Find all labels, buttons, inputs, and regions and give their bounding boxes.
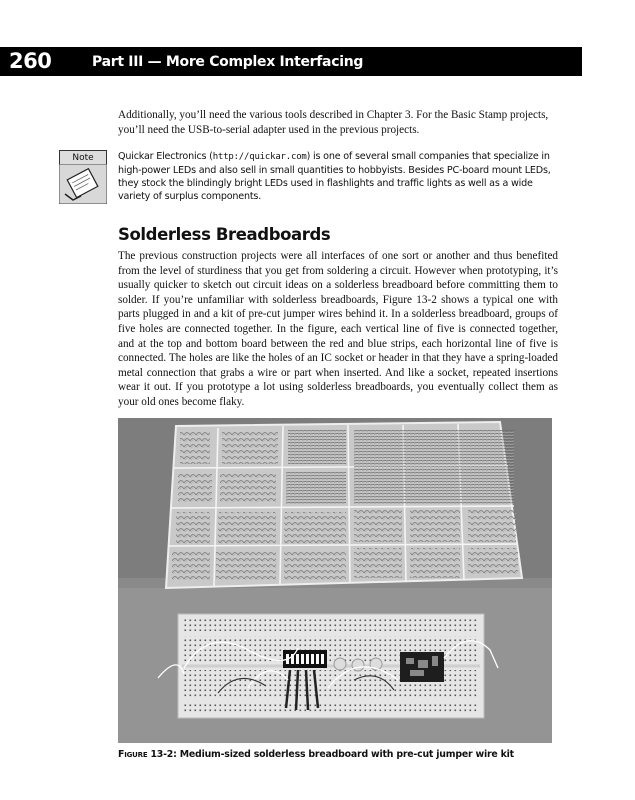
figure-caption [118, 749, 514, 761]
part-title: Part III — More Complex Interfacing [92, 54, 364, 70]
note-paragraph [118, 150, 558, 203]
note-text-after: ) is one of several small companies that specialize in high-power LEDs and also sell in small quantities to hobbyists. Besides PC-board mount LEDs, they stock the blindingly bright LEDs used in flashlights and traffic lights as well as a wide variety of surplus components. [118, 151, 551, 202]
section-heading: Solderless Breadboards [118, 225, 331, 244]
note-text-before: Quickar Electronics ( [118, 151, 213, 162]
page-number: 260 [9, 49, 52, 73]
figure-label: Figure 13-2: [118, 749, 177, 760]
intro-paragraph: Additionally, you’ll need the various tools described in Chapter 3. For the Basic Stamp projects, you’ll need the USB-to-serial adapter used in the previous projects. [118, 109, 549, 136]
note-url[interactable]: http://quickar.com [212, 152, 307, 162]
figure-photo [118, 418, 552, 743]
section-body: The previous construction projects were all interfaces of one sort or another and thus benefited from the level of sturdiness that you get from soldering a circuit. However when prototyping, it’s usually quicker to sketch out circuit ideas on a solderless breadboard before committing them to solder. If you’re unfamiliar with solderless breadboards, Figure 13-2 shows a typical one with parts plugged in and a kit of pre-cut jumper wires behind it. In a solderless breadboard, groups of five holes are connected together. In the figure, each vertical line of five is connected together, and at the top and bottom board between the red and blue strips, each horizontal line of five is connected. The holes are like the holes of an IC socket or header in that they have a spring-loaded metal connection that grabs a wire or part when inserted. And like a socket, repeated insertions wear it out. If you prototype a lot using solderless breadboards, you eventually collect them as your old ones become flaky. [118, 250, 558, 408]
note-label: Note [59, 150, 107, 166]
figure-caption-text: Medium-sized solderless breadboard with pre-cut jumper wire kit [179, 749, 514, 760]
note-icon [59, 164, 107, 204]
